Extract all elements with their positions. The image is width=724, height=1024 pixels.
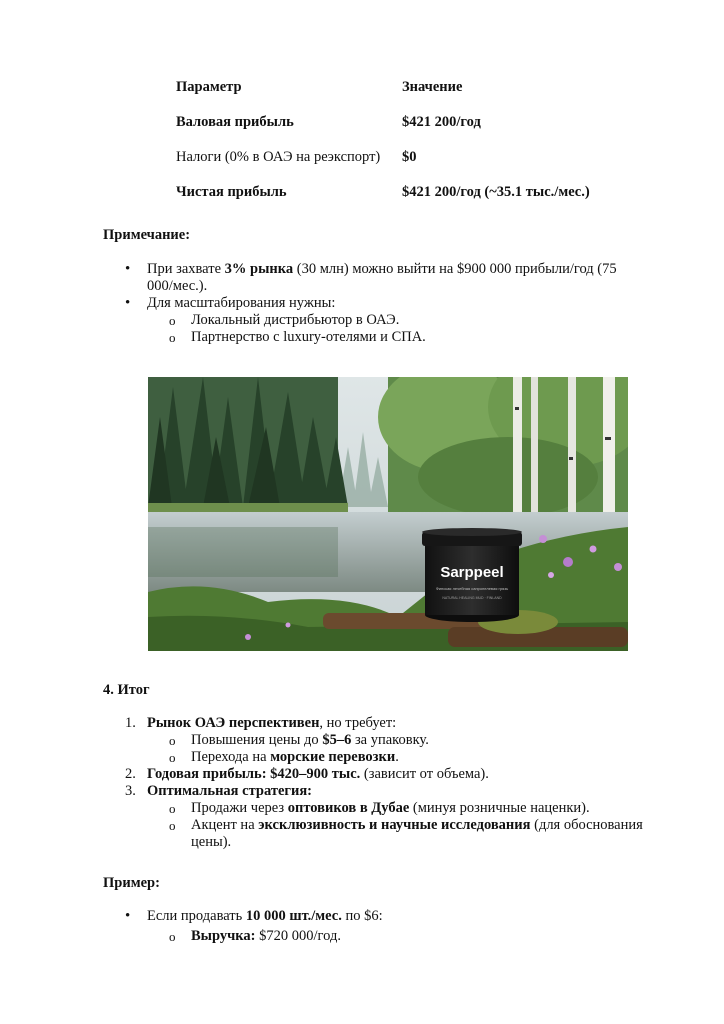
summary-i1s2-bold: морские перевозки (270, 749, 396, 765)
summary-list (125, 715, 657, 851)
example-list (125, 908, 637, 945)
list-item (169, 800, 657, 817)
table-cell-param: Налоги (0% в ОАЭ на реэкспорт) (176, 149, 381, 165)
summary-i3s2-pre: Акцент на (191, 817, 259, 833)
table-cell-value: $421 200/год (402, 114, 481, 130)
summary-i3s1-post: (минуя розничные наценки). (409, 800, 590, 816)
note-b2-text: Для масштабирования нужны: (147, 295, 336, 311)
summary-i1s2-post: . (395, 749, 399, 765)
list-item (125, 783, 657, 800)
summary-i3s2-bold: эксклюзивность и научные исследования (258, 817, 531, 833)
jar-label-line2: NATURAL HEALING MUD · FINLAND (442, 596, 502, 600)
list-item (125, 261, 637, 295)
summary-i1s1-bold: $5–6 (322, 732, 352, 748)
circle-bullet-icon: o (169, 733, 176, 748)
lake-forest-illustration (148, 377, 628, 651)
circle-bullet-icon: o (169, 818, 176, 833)
table-header-row (170, 70, 596, 105)
table-header-value: Значение (402, 79, 463, 95)
circle-bullet-icon: o (169, 750, 176, 765)
summary-i1-bold: Рынок ОАЭ перспективен (147, 715, 320, 731)
table-cell-value: $421 200/год (~35.1 тыс./мес.) (402, 184, 590, 200)
note-b1-pre: При захвате (147, 261, 225, 277)
example-s1-bold: Выручка: (191, 928, 256, 944)
table-header-param: Параметр (176, 79, 242, 95)
jar-brand-text: Sarppeel (440, 564, 504, 581)
jar-label-line1: Финская лечебная сапропелевая грязь (435, 586, 509, 591)
summary-i1s2-pre: Перехода на (191, 749, 271, 765)
circle-bullet-icon: o (169, 330, 176, 345)
list-item (125, 295, 637, 312)
note-list (125, 261, 637, 346)
list-number: 3. (125, 783, 136, 799)
summary-i1s1-pre: Повышения цены до (191, 732, 323, 748)
summary-i2-bold: Годовая прибыль: $420–900 тыс. (147, 766, 361, 782)
table-cell-param: Чистая прибыль (176, 184, 287, 200)
summary-i1-post: , но требует: (319, 715, 397, 731)
list-item (125, 908, 637, 925)
example-s1-post: $720 000/год. (255, 928, 341, 944)
circle-bullet-icon: o (169, 313, 176, 328)
example-b1-bold: 10 000 шт./мес. (245, 908, 342, 924)
summary-heading: 4. Итог (103, 682, 150, 698)
product-photo (148, 377, 628, 651)
product-jar (422, 528, 522, 622)
summary-i1s1-post: за упаковку. (351, 732, 429, 748)
circle-bullet-icon: o (169, 929, 176, 944)
example-b1-pre: Если продавать (147, 908, 246, 924)
list-item (125, 715, 657, 732)
profit-table (170, 70, 596, 210)
list-item (169, 312, 637, 329)
summary-i3s1-pre: Продажи через (191, 800, 288, 816)
table-cell-param: Валовая прибыль (176, 114, 294, 130)
summary-i3s2-post: (для обоснования цены). (191, 817, 643, 850)
table-row (170, 175, 596, 210)
summary-i3-bold: Оптимальная стратегия: (147, 783, 312, 799)
table-cell-value: $0 (402, 149, 417, 165)
table-row (170, 140, 596, 175)
example-b1-post: по $6: (341, 908, 383, 924)
list-item (169, 817, 657, 851)
list-item (169, 749, 657, 766)
bullet-icon: • (125, 261, 131, 277)
list-number: 1. (125, 715, 136, 731)
bullet-icon: • (125, 295, 131, 311)
note-b1-bold: 3% рынка (224, 261, 294, 277)
note-sub1: Локальный дистрибьютор в ОАЭ. (191, 312, 400, 328)
list-item (169, 928, 637, 945)
table-row (170, 105, 596, 140)
summary-i3s1-bold: оптовиков в Дубае (287, 800, 410, 816)
list-item (169, 329, 637, 346)
bullet-icon: • (125, 908, 131, 924)
circle-bullet-icon: o (169, 801, 176, 816)
note-sub2: Партнерство с luxury-отелями и СПА. (191, 329, 426, 345)
list-item (125, 766, 657, 783)
list-item (169, 732, 657, 749)
note-heading: Примечание: (103, 227, 191, 243)
note-b1-post: (30 млн) можно выйти на $900 000 прибыли/год (75 000/мес.). (147, 261, 617, 294)
summary-i2-post: (зависит от объема). (360, 766, 489, 782)
example-heading: Пример: (103, 875, 160, 891)
list-number: 2. (125, 766, 136, 782)
